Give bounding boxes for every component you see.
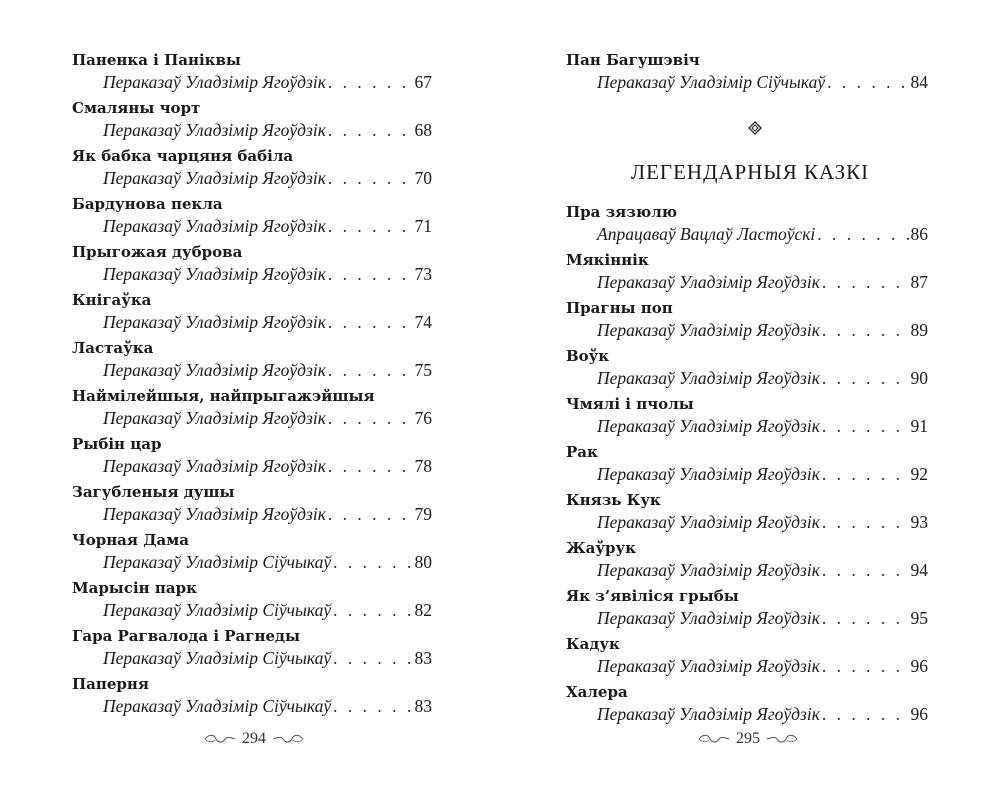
entry-credit: Пераказаў Уладзімір Ягоўдзік <box>103 408 326 428</box>
entry-title: Рак <box>566 443 598 461</box>
toc-entry[interactable] <box>72 146 432 194</box>
entry-title: Паненка і Паніквы <box>72 51 241 69</box>
entry-title: Жаўрук <box>566 539 636 557</box>
leader-dots <box>328 214 413 238</box>
leader-dots <box>333 550 412 574</box>
entry-title: Рыбін цар <box>72 435 162 453</box>
toc-entry[interactable] <box>566 586 928 634</box>
entry-title: Загубленыя душы <box>72 483 235 501</box>
entry-credit: Пераказаў Уладзімір Ягоўдзік <box>597 704 820 724</box>
leader-dots <box>328 502 413 526</box>
leader-dots <box>328 406 413 430</box>
entry-page-number: 96 <box>910 704 928 724</box>
entry-page-number: 82 <box>414 600 432 620</box>
leader-dots <box>328 70 413 94</box>
entry-page-number: 70 <box>414 168 432 188</box>
toc-entry[interactable] <box>72 626 432 674</box>
entry-page-number: 83 <box>414 648 432 668</box>
toc-entry[interactable] <box>566 202 928 250</box>
entry-title: Чмялі і пчолы <box>566 395 694 413</box>
entry-page-number: 84 <box>910 72 928 92</box>
leader-dots <box>328 454 413 478</box>
entry-page-number: 74 <box>414 312 432 332</box>
right-page <box>500 0 1001 790</box>
toc-entry[interactable] <box>72 674 432 722</box>
toc-list-right <box>566 202 928 730</box>
flourish-right-icon <box>766 734 798 744</box>
entry-title: Прагны поп <box>566 299 673 317</box>
entry-title: Кнігаўка <box>72 291 152 309</box>
entry-title: Паперня <box>72 675 149 693</box>
entry-credit: Пераказаў Уладзімір Ягоўдзік <box>597 416 820 436</box>
left-page <box>0 0 500 790</box>
toc-list-left <box>72 50 432 722</box>
entry-title: Гара Рагвалода і Рагнеды <box>72 627 301 645</box>
entry-credit: Пераказаў Уладзімір Ягоўдзік <box>103 504 326 524</box>
flourish-left-icon <box>698 734 730 744</box>
entry-credit: Пераказаў Уладзімір Ягоўдзік <box>103 456 326 476</box>
leader-dots <box>822 414 909 438</box>
leader-dots <box>328 118 413 142</box>
entry-credit: Пераказаў Уладзімір Сіўчыкаў <box>103 648 332 668</box>
entry-credit: Пераказаў Уладзімір Ягоўдзік <box>103 72 326 92</box>
toc-entry[interactable] <box>72 386 432 434</box>
toc-entry[interactable] <box>566 346 928 394</box>
diamond-ornament-icon <box>748 121 762 135</box>
toc-entry[interactable] <box>72 50 432 98</box>
entry-credit: Пераказаў Уладзімір Сіўчыкаў <box>103 552 332 572</box>
entry-credit: Апрацаваў Вацлаў Ластоўскі <box>597 224 816 244</box>
entry-credit: Пераказаў Уладзімір Ягоўдзік <box>597 656 820 676</box>
folio-number: 295 <box>736 730 760 747</box>
entry-credit: Пераказаў Уладзімір Ягоўдзік <box>103 168 326 188</box>
entry-page-number: 68 <box>414 120 432 140</box>
entry-title: Кадук <box>566 635 620 653</box>
entry-credit: Пераказаў Уладзімір Сіўчыкаў <box>103 600 332 620</box>
entry-credit: Пераказаў Уладзімір Сіўчыкаў <box>597 72 826 92</box>
entry-page-number: 96 <box>910 656 928 676</box>
leader-dots <box>328 262 413 286</box>
entry-credit: Пераказаў Уладзімір Ягоўдзік <box>597 368 820 388</box>
entry-title: Марысін парк <box>72 579 197 597</box>
leader-dots <box>822 462 909 486</box>
entry-page-number: 83 <box>414 696 432 716</box>
leader-dots <box>333 598 412 622</box>
entry-title: Ластаўка <box>72 339 154 357</box>
entry-page-number: 78 <box>414 456 432 476</box>
entry-credit: Пераказаў Уладзімір Ягоўдзік <box>103 120 326 140</box>
entry-page-number: 75 <box>414 360 432 380</box>
toc-entry[interactable] <box>72 482 432 530</box>
leader-dots <box>822 702 909 726</box>
leader-dots <box>328 310 413 334</box>
toc-entry[interactable] <box>72 530 432 578</box>
entry-page-number: 94 <box>910 560 928 580</box>
toc-entry[interactable] <box>566 50 928 98</box>
entry-title: Як бабка чарцяня бабіла <box>72 147 294 165</box>
entry-title: Мякіннік <box>566 251 649 269</box>
entry-page-number: 90 <box>910 368 928 388</box>
leader-dots <box>333 694 412 718</box>
leader-dots <box>822 654 909 678</box>
entry-title: Воўк <box>566 347 610 365</box>
toc-entry[interactable] <box>566 490 928 538</box>
entry-page-number: 76 <box>414 408 432 428</box>
entry-credit: Пераказаў Уладзімір Ягоўдзік <box>597 272 820 292</box>
entry-credit: Пераказаў Уладзімір Ягоўдзік <box>597 608 820 628</box>
entry-title: Халера <box>566 683 628 701</box>
toc-entry[interactable] <box>72 338 432 386</box>
flourish-right-icon <box>272 734 304 744</box>
entry-title: Смаляны чорт <box>72 99 201 117</box>
toc-entry[interactable] <box>566 442 928 490</box>
toc-entry[interactable] <box>566 250 928 298</box>
toc-entry[interactable] <box>72 98 432 146</box>
folio-number: 294 <box>242 730 266 747</box>
entry-page-number: 73 <box>414 264 432 284</box>
entry-page-number: 67 <box>414 72 432 92</box>
entry-credit: Пераказаў Уладзімір Ягоўдзік <box>597 320 820 340</box>
leader-dots <box>822 606 909 630</box>
leader-dots <box>822 558 909 582</box>
entry-credit: Пераказаў Уладзімір Ягоўдзік <box>597 560 820 580</box>
entry-page-number: 89 <box>910 320 928 340</box>
leader-dots <box>333 646 412 670</box>
entry-title: Як з’явіліся грыбы <box>566 587 739 605</box>
entry-page-number: 80 <box>414 552 432 572</box>
flourish-left-icon <box>204 734 236 744</box>
leader-dots <box>817 222 908 246</box>
entry-title: Пан Багушэвіч <box>566 51 700 69</box>
leader-dots <box>328 166 413 190</box>
toc-list-right-top <box>566 50 928 98</box>
entry-page-number: 87 <box>910 272 928 292</box>
entry-credit: Пераказаў Уладзімір Сіўчыкаў <box>103 696 332 716</box>
entry-title: Прыгожая дуброва <box>72 243 243 261</box>
toc-entry[interactable] <box>566 682 928 730</box>
entry-page-number: 91 <box>910 416 928 436</box>
entry-credit: Пераказаў Уладзімір Ягоўдзік <box>103 264 326 284</box>
toc-entry[interactable] <box>72 290 432 338</box>
entry-title: Пра зязюлю <box>566 203 678 221</box>
entry-credit: Пераказаў Уладзімір Ягоўдзік <box>103 216 326 236</box>
toc-entry[interactable] <box>72 434 432 482</box>
toc-entry[interactable] <box>72 242 432 290</box>
entry-page-number: 95 <box>910 608 928 628</box>
entry-title: Бардунова пекла <box>72 195 223 213</box>
leader-dots <box>822 366 909 390</box>
toc-entry[interactable] <box>566 634 928 682</box>
entry-page-number: 93 <box>910 512 928 532</box>
entry-credit: Пераказаў Уладзімір Ягоўдзік <box>597 512 820 532</box>
section-heading: ЛЕГЕНДАРНЫЯ КАЗКІ <box>630 160 870 184</box>
entry-title: Чорная Дама <box>72 531 189 549</box>
leader-dots <box>822 270 909 294</box>
entry-credit: Пераказаў Уладзімір Ягоўдзік <box>103 312 326 332</box>
entry-credit: Пераказаў Уладзімір Ягоўдзік <box>597 464 820 484</box>
entry-title: Князь Кук <box>566 491 661 509</box>
entry-page-number: 71 <box>414 216 432 236</box>
toc-entry[interactable] <box>566 394 928 442</box>
entry-page-number: 86 <box>910 224 928 244</box>
page-number-footer <box>198 730 310 748</box>
leader-dots <box>822 510 909 534</box>
toc-entry[interactable] <box>566 298 928 346</box>
leader-dots <box>827 70 908 94</box>
toc-entry[interactable] <box>566 538 928 586</box>
leader-dots <box>822 318 909 342</box>
entry-page-number: 79 <box>414 504 432 524</box>
entry-title: Наймілейшыя, найпрыгажэйшыя <box>72 387 375 405</box>
entry-credit: Пераказаў Уладзімір Ягоўдзік <box>103 360 326 380</box>
toc-entry[interactable] <box>72 578 432 626</box>
page-number-footer <box>692 730 804 748</box>
leader-dots <box>328 358 413 382</box>
toc-entry[interactable] <box>72 194 432 242</box>
entry-page-number: 92 <box>910 464 928 484</box>
